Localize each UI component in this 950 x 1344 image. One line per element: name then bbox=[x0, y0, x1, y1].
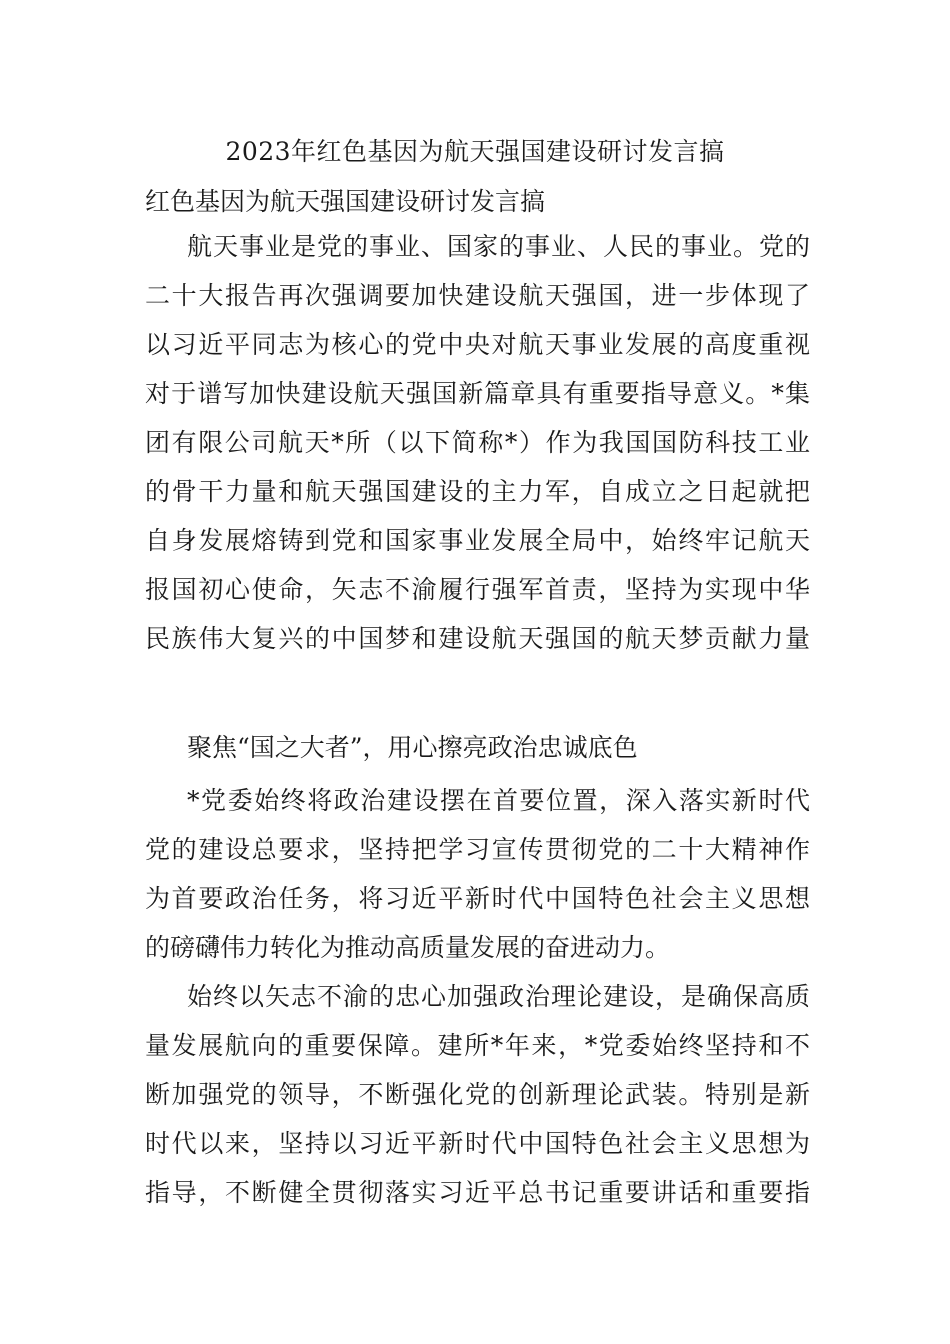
paragraph-line: 对于谱写加快建设航天强国新篇章具有重要指导意义。*集 bbox=[145, 379, 810, 408]
paragraph-line: 航天事业是党的事业、国家的事业、人民的事业。党的 bbox=[187, 232, 810, 261]
paragraph-line: 时代以来，坚持以习近平新时代中国特色社会主义思想为 bbox=[145, 1129, 810, 1158]
section-heading: 聚焦“国之大者”，用心擦亮政治忠诚底色 bbox=[187, 733, 638, 762]
paragraph-line: 报国初心使命，矢志不渝履行强军首责，坚持为实现中华 bbox=[145, 575, 810, 604]
document-subtitle: 红色基因为航天强国建设研讨发言搞 bbox=[145, 187, 546, 216]
paragraph-3 bbox=[145, 972, 810, 1217]
paragraph-line: 的骨干力量和航天强国建设的主力军，自成立之日起就把 bbox=[145, 477, 810, 506]
document-title: 2023年红色基因为航天强国建设研讨发言搞 bbox=[225, 137, 725, 166]
paragraph-line: 指导，不断健全贯彻落实习近平总书记重要讲话和重要指 bbox=[145, 1178, 810, 1207]
paragraph-2 bbox=[145, 776, 810, 972]
paragraph-line: 为首要政治任务，将习近平新时代中国特色社会主义思想 bbox=[145, 884, 810, 913]
paragraph-line: 断加强党的领导，不断强化党的创新理论武装。特别是新 bbox=[145, 1080, 810, 1109]
paragraph-line: 党的建设总要求，坚持把学习宣传贯彻党的二十大精神作 bbox=[145, 835, 810, 864]
paragraph-line: 以习近平同志为核心的党中央对航天事业发展的高度重视 bbox=[145, 330, 810, 359]
paragraph-line: *党委始终将政治建设摆在首要位置，深入落实新时代 bbox=[187, 786, 810, 815]
paragraph-line: 民族伟大复兴的中国梦和建设航天强国的航天梦贡献力量 bbox=[145, 624, 810, 653]
paragraph-line: 二十大报告再次强调要加快建设航天强国，进一步体现了 bbox=[145, 281, 810, 310]
paragraph-1 bbox=[145, 222, 810, 663]
paragraph-line: 团有限公司航天*所（以下简称*）作为我国国防科技工业 bbox=[145, 428, 810, 457]
paragraph-line: 自身发展熔铸到党和国家事业发展全局中，始终牢记航天 bbox=[145, 526, 810, 555]
paragraph-line: 量发展航向的重要保障。建所*年来，*党委始终坚持和不 bbox=[145, 1031, 810, 1060]
paragraph-line: 的磅礴伟力转化为推动高质量发展的奋进动力。 bbox=[145, 933, 671, 962]
paragraph-line: 始终以矢志不渝的忠心加强政治理论建设，是确保高质 bbox=[187, 982, 810, 1011]
